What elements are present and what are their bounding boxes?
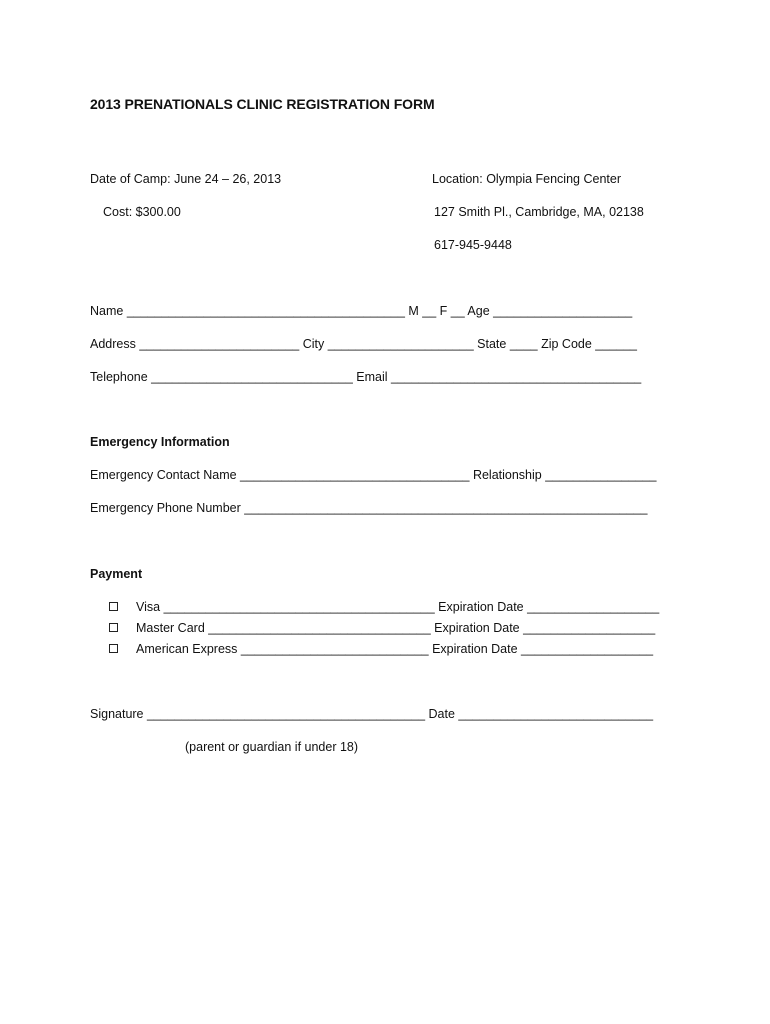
emergency-contact-field-line[interactable]: Emergency Contact Name _________________________________ Relationship ________________ [90,468,657,482]
cost: Cost: $300.00 [103,205,181,219]
address-field-line[interactable]: Address _______________________ City _____________________ State ____ Zip Code ______ [90,337,638,351]
signature-field-line[interactable]: Signature ________________________________________ Date ____________________________ [90,707,654,721]
emergency-heading: Emergency Information [90,435,230,449]
form-title: 2013 PRENATIONALS CLINIC REGISTRATION FORM [90,96,435,112]
american-express-checkbox[interactable] [109,644,118,653]
master-card-checkbox[interactable] [109,623,118,632]
signature-note: (parent or guardian if under 18) [185,740,359,754]
name-field-line[interactable]: Name ________________________________________ M __ F __ Age ____________________ [90,304,633,318]
location-address: 127 Smith Pl., Cambridge, MA, 02138 [434,205,644,219]
location-phone: 617-945-9448 [434,238,512,252]
payment-heading: Payment [90,567,143,581]
telephone-email-field-line[interactable]: Telephone _____________________________ Email ____________________________________ [90,370,642,384]
visa-checkbox[interactable] [109,602,118,611]
emergency-phone-field-line[interactable]: Emergency Phone Number __________________________________________________________ [90,501,648,515]
visa-field-line[interactable]: Visa _______________________________________ Expiration Date ___________________ [136,600,660,614]
location: Location: Olympia Fencing Center [432,172,621,186]
date-of-camp: Date of Camp: June 24 – 26, 2013 [90,172,282,186]
master-card-field-line[interactable]: Master Card ________________________________ Expiration Date ___________________ [136,621,656,635]
american-express-field-line[interactable]: American Express ___________________________ Expiration Date ___________________ [136,642,654,656]
